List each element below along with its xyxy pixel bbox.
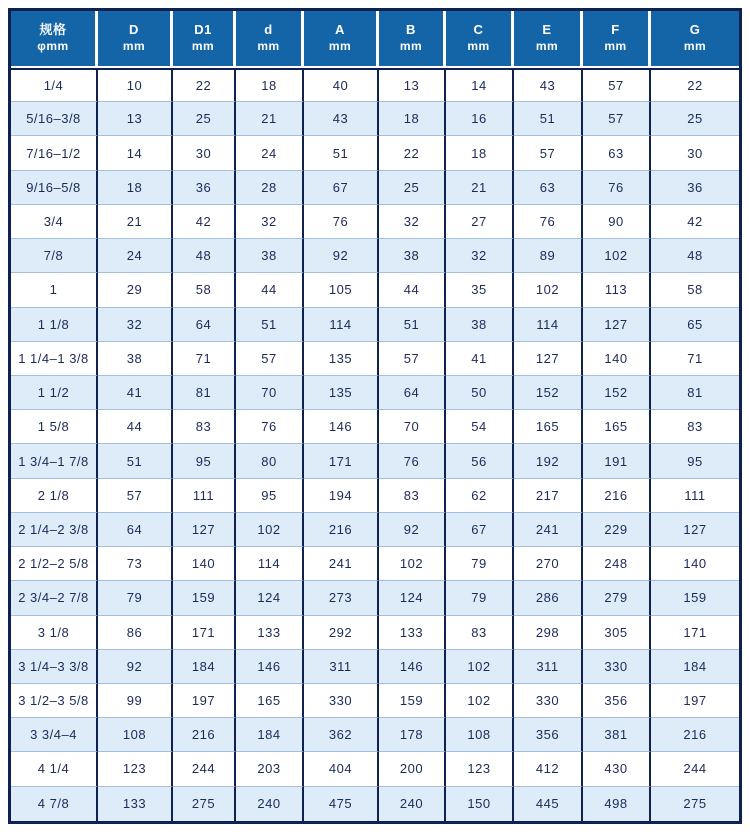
- value-cell: 146: [236, 650, 304, 684]
- column-unit: mm: [122, 39, 146, 54]
- value-cell: 184: [236, 718, 304, 752]
- value-cell: 114: [236, 547, 304, 581]
- value-cell: 32: [236, 205, 304, 239]
- column-unit: mm: [399, 39, 423, 54]
- value-cell: 36: [173, 171, 236, 205]
- value-cell: 57: [583, 68, 651, 102]
- column-label: D1: [194, 22, 212, 38]
- value-cell: 58: [173, 273, 236, 307]
- value-cell: 14: [98, 136, 173, 170]
- table-row: [11, 239, 739, 273]
- value-cell: 244: [651, 752, 739, 786]
- value-cell: 44: [98, 410, 173, 444]
- value-cell: 67: [304, 171, 379, 205]
- spec-cell: 1 3/4–1 7/8: [11, 444, 98, 478]
- value-cell: 102: [583, 239, 651, 273]
- value-cell: 356: [583, 684, 651, 718]
- spec-cell: 1 1/2: [11, 376, 98, 410]
- value-cell: 216: [173, 718, 236, 752]
- value-cell: 92: [98, 650, 173, 684]
- value-cell: 123: [446, 752, 514, 786]
- column-header-d1: [173, 11, 236, 68]
- value-cell: 40: [304, 68, 379, 102]
- value-cell: 64: [379, 376, 446, 410]
- value-cell: 42: [173, 205, 236, 239]
- value-cell: 445: [514, 787, 583, 821]
- value-cell: 152: [514, 376, 583, 410]
- spec-cell: 7/8: [11, 239, 98, 273]
- value-cell: 127: [173, 513, 236, 547]
- spec-cell: 9/16–5/8: [11, 171, 98, 205]
- table-row: [11, 68, 739, 102]
- table-row: [11, 616, 739, 650]
- value-cell: 25: [379, 171, 446, 205]
- value-cell: 32: [446, 239, 514, 273]
- value-cell: 38: [446, 308, 514, 342]
- value-cell: 184: [651, 650, 739, 684]
- value-cell: 83: [446, 616, 514, 650]
- value-cell: 25: [651, 102, 739, 136]
- value-cell: 51: [98, 444, 173, 478]
- value-cell: 18: [446, 136, 514, 170]
- value-cell: 111: [651, 479, 739, 513]
- value-cell: 43: [514, 68, 583, 102]
- value-cell: 184: [173, 650, 236, 684]
- value-cell: 133: [379, 616, 446, 650]
- value-cell: 123: [98, 752, 173, 786]
- value-cell: 25: [173, 102, 236, 136]
- spec-cell: 3 1/2–3 5/8: [11, 684, 98, 718]
- value-cell: 95: [173, 444, 236, 478]
- value-cell: 102: [514, 273, 583, 307]
- value-cell: 63: [514, 171, 583, 205]
- column-header-c: [446, 11, 514, 68]
- value-cell: 13: [98, 102, 173, 136]
- value-cell: 71: [651, 342, 739, 376]
- value-cell: 140: [651, 547, 739, 581]
- value-cell: 135: [304, 342, 379, 376]
- value-cell: 21: [446, 171, 514, 205]
- value-cell: 16: [446, 102, 514, 136]
- value-cell: 44: [236, 273, 304, 307]
- table-row: [11, 102, 739, 136]
- value-cell: 73: [98, 547, 173, 581]
- value-cell: 127: [651, 513, 739, 547]
- value-cell: 279: [583, 581, 651, 615]
- column-unit: mm: [467, 39, 490, 54]
- value-cell: 275: [173, 787, 236, 821]
- spec-cell: 1 5/8: [11, 410, 98, 444]
- value-cell: 200: [379, 752, 446, 786]
- column-header-a: [304, 11, 379, 68]
- table-row: [11, 342, 739, 376]
- table-row: [11, 718, 739, 752]
- value-cell: 498: [583, 787, 651, 821]
- spec-cell: 2 1/4–2 3/8: [11, 513, 98, 547]
- column-unit: mm: [604, 39, 627, 54]
- value-cell: 146: [304, 410, 379, 444]
- value-cell: 44: [379, 273, 446, 307]
- value-cell: 275: [651, 787, 739, 821]
- value-cell: 30: [173, 136, 236, 170]
- value-cell: 311: [304, 650, 379, 684]
- value-cell: 135: [304, 376, 379, 410]
- spec-cell: 2 3/4–2 7/8: [11, 581, 98, 615]
- column-unit: mm: [328, 39, 352, 54]
- value-cell: 150: [446, 787, 514, 821]
- value-cell: 56: [446, 444, 514, 478]
- column-unit: φmm: [37, 39, 69, 54]
- value-cell: 108: [98, 718, 173, 752]
- column-header-d-lower: [236, 11, 304, 68]
- value-cell: 64: [173, 308, 236, 342]
- table-row: [11, 376, 739, 410]
- table-row: [11, 308, 739, 342]
- value-cell: 159: [379, 684, 446, 718]
- value-cell: 273: [304, 581, 379, 615]
- column-header-f: [583, 11, 651, 68]
- value-cell: 10: [98, 68, 173, 102]
- table-row: [11, 513, 739, 547]
- table-row: [11, 273, 739, 307]
- value-cell: 244: [173, 752, 236, 786]
- value-cell: 178: [379, 718, 446, 752]
- value-cell: 35: [446, 273, 514, 307]
- value-cell: 292: [304, 616, 379, 650]
- value-cell: 18: [236, 68, 304, 102]
- value-cell: 140: [173, 547, 236, 581]
- value-cell: 32: [98, 308, 173, 342]
- table-row: [11, 136, 739, 170]
- value-cell: 76: [514, 205, 583, 239]
- column-header-b: [379, 11, 446, 68]
- value-cell: 41: [98, 376, 173, 410]
- value-cell: 76: [236, 410, 304, 444]
- value-cell: 36: [651, 171, 739, 205]
- value-cell: 381: [583, 718, 651, 752]
- value-cell: 57: [236, 342, 304, 376]
- value-cell: 241: [304, 547, 379, 581]
- value-cell: 81: [651, 376, 739, 410]
- column-header-e: [514, 11, 583, 68]
- value-cell: 70: [379, 410, 446, 444]
- table-row: [11, 787, 739, 821]
- table-row: [11, 479, 739, 513]
- spec-cell: 3/4: [11, 205, 98, 239]
- table-row: [11, 444, 739, 478]
- column-header-d-upper: [98, 11, 173, 68]
- value-cell: 114: [304, 308, 379, 342]
- value-cell: 41: [446, 342, 514, 376]
- value-cell: 79: [446, 581, 514, 615]
- value-cell: 43: [304, 102, 379, 136]
- value-cell: 57: [583, 102, 651, 136]
- table-row: [11, 581, 739, 615]
- value-cell: 330: [514, 684, 583, 718]
- spec-cell: 1 1/4–1 3/8: [11, 342, 98, 376]
- value-cell: 330: [583, 650, 651, 684]
- value-cell: 18: [98, 171, 173, 205]
- value-cell: 152: [583, 376, 651, 410]
- value-cell: 24: [236, 136, 304, 170]
- value-cell: 86: [98, 616, 173, 650]
- spec-cell: 5/16–3/8: [11, 102, 98, 136]
- value-cell: 83: [651, 410, 739, 444]
- value-cell: 105: [304, 273, 379, 307]
- value-cell: 197: [173, 684, 236, 718]
- value-cell: 65: [651, 308, 739, 342]
- value-cell: 159: [651, 581, 739, 615]
- value-cell: 229: [583, 513, 651, 547]
- value-cell: 38: [98, 342, 173, 376]
- spec-cell: 1/4: [11, 68, 98, 102]
- table-header: [11, 11, 739, 68]
- spec-dimension-table: [8, 8, 742, 824]
- value-cell: 241: [514, 513, 583, 547]
- value-cell: 127: [514, 342, 583, 376]
- column-unit: mm: [535, 39, 559, 54]
- spec-cell: 4 1/4: [11, 752, 98, 786]
- value-cell: 165: [236, 684, 304, 718]
- value-cell: 217: [514, 479, 583, 513]
- value-cell: 18: [379, 102, 446, 136]
- column-label: B: [406, 22, 416, 38]
- value-cell: 90: [583, 205, 651, 239]
- value-cell: 165: [583, 410, 651, 444]
- value-cell: 95: [236, 479, 304, 513]
- spec-cell: 4 7/8: [11, 787, 98, 821]
- value-cell: 38: [379, 239, 446, 273]
- value-cell: 298: [514, 616, 583, 650]
- value-cell: 111: [173, 479, 236, 513]
- value-cell: 240: [379, 787, 446, 821]
- column-label: 规格: [39, 22, 67, 38]
- value-cell: 133: [236, 616, 304, 650]
- value-cell: 99: [98, 684, 173, 718]
- value-cell: 102: [379, 547, 446, 581]
- value-cell: 67: [446, 513, 514, 547]
- table-row: [11, 684, 739, 718]
- value-cell: 48: [173, 239, 236, 273]
- value-cell: 133: [98, 787, 173, 821]
- column-label: D: [129, 22, 139, 38]
- value-cell: 102: [446, 650, 514, 684]
- value-cell: 71: [173, 342, 236, 376]
- value-cell: 48: [651, 239, 739, 273]
- value-cell: 140: [583, 342, 651, 376]
- value-cell: 27: [446, 205, 514, 239]
- table-row: [11, 547, 739, 581]
- value-cell: 286: [514, 581, 583, 615]
- table-body: [11, 68, 739, 821]
- value-cell: 81: [173, 376, 236, 410]
- value-cell: 248: [583, 547, 651, 581]
- spec-cell: 2 1/2–2 5/8: [11, 547, 98, 581]
- value-cell: 70: [236, 376, 304, 410]
- value-cell: 102: [446, 684, 514, 718]
- value-cell: 54: [446, 410, 514, 444]
- column-unit: mm: [191, 39, 215, 54]
- value-cell: 311: [514, 650, 583, 684]
- value-cell: 64: [98, 513, 173, 547]
- spec-cell: 1 1/8: [11, 308, 98, 342]
- value-cell: 124: [236, 581, 304, 615]
- value-cell: 58: [651, 273, 739, 307]
- value-cell: 192: [514, 444, 583, 478]
- column-header-g: [651, 11, 739, 68]
- value-cell: 28: [236, 171, 304, 205]
- table-row: [11, 752, 739, 786]
- value-cell: 80: [236, 444, 304, 478]
- column-header-spec: [11, 11, 98, 68]
- value-cell: 51: [236, 308, 304, 342]
- value-cell: 127: [583, 308, 651, 342]
- spec-cell: 3 3/4–4: [11, 718, 98, 752]
- value-cell: 159: [173, 581, 236, 615]
- value-cell: 32: [379, 205, 446, 239]
- value-cell: 29: [98, 273, 173, 307]
- value-cell: 171: [304, 444, 379, 478]
- value-cell: 21: [236, 102, 304, 136]
- column-label: E: [542, 22, 552, 38]
- value-cell: 191: [583, 444, 651, 478]
- value-cell: 216: [304, 513, 379, 547]
- value-cell: 76: [583, 171, 651, 205]
- value-cell: 165: [514, 410, 583, 444]
- value-cell: 57: [98, 479, 173, 513]
- value-cell: 51: [379, 308, 446, 342]
- spec-cell: 1: [11, 273, 98, 307]
- value-cell: 240: [236, 787, 304, 821]
- value-cell: 305: [583, 616, 651, 650]
- value-cell: 412: [514, 752, 583, 786]
- value-cell: 203: [236, 752, 304, 786]
- value-cell: 38: [236, 239, 304, 273]
- value-cell: 362: [304, 718, 379, 752]
- value-cell: 475: [304, 787, 379, 821]
- column-label: A: [335, 22, 345, 38]
- value-cell: 356: [514, 718, 583, 752]
- value-cell: 92: [304, 239, 379, 273]
- value-cell: 50: [446, 376, 514, 410]
- value-cell: 404: [304, 752, 379, 786]
- value-cell: 24: [98, 239, 173, 273]
- value-cell: 430: [583, 752, 651, 786]
- value-cell: 330: [304, 684, 379, 718]
- spec-cell: 3 1/4–3 3/8: [11, 650, 98, 684]
- value-cell: 89: [514, 239, 583, 273]
- value-cell: 83: [379, 479, 446, 513]
- value-cell: 42: [651, 205, 739, 239]
- value-cell: 22: [651, 68, 739, 102]
- value-cell: 194: [304, 479, 379, 513]
- value-cell: 51: [304, 136, 379, 170]
- column-label: C: [473, 22, 484, 38]
- value-cell: 146: [379, 650, 446, 684]
- value-cell: 79: [98, 581, 173, 615]
- value-cell: 63: [583, 136, 651, 170]
- value-cell: 216: [583, 479, 651, 513]
- value-cell: 76: [379, 444, 446, 478]
- value-cell: 21: [98, 205, 173, 239]
- value-cell: 171: [173, 616, 236, 650]
- value-cell: 270: [514, 547, 583, 581]
- spec-cell: 3 1/8: [11, 616, 98, 650]
- table-row: [11, 171, 739, 205]
- value-cell: 30: [651, 136, 739, 170]
- value-cell: 108: [446, 718, 514, 752]
- spec-cell: 2 1/8: [11, 479, 98, 513]
- value-cell: 171: [651, 616, 739, 650]
- column-label: G: [689, 22, 701, 38]
- value-cell: 22: [379, 136, 446, 170]
- value-cell: 51: [514, 102, 583, 136]
- column-label: d: [264, 22, 273, 38]
- value-cell: 113: [583, 273, 651, 307]
- spec-cell: 7/16–1/2: [11, 136, 98, 170]
- value-cell: 14: [446, 68, 514, 102]
- value-cell: 216: [651, 718, 739, 752]
- value-cell: 124: [379, 581, 446, 615]
- column-unit: mm: [257, 39, 280, 54]
- value-cell: 83: [173, 410, 236, 444]
- header-row: [11, 11, 739, 68]
- value-cell: 76: [304, 205, 379, 239]
- value-cell: 197: [651, 684, 739, 718]
- table-row: [11, 205, 739, 239]
- table-row: [11, 410, 739, 444]
- value-cell: 95: [651, 444, 739, 478]
- value-cell: 57: [514, 136, 583, 170]
- value-cell: 57: [379, 342, 446, 376]
- value-cell: 92: [379, 513, 446, 547]
- column-label: F: [611, 22, 620, 38]
- value-cell: 22: [173, 68, 236, 102]
- value-cell: 79: [446, 547, 514, 581]
- value-cell: 114: [514, 308, 583, 342]
- column-unit: mm: [683, 39, 707, 54]
- value-cell: 62: [446, 479, 514, 513]
- value-cell: 13: [379, 68, 446, 102]
- table-row: [11, 650, 739, 684]
- value-cell: 102: [236, 513, 304, 547]
